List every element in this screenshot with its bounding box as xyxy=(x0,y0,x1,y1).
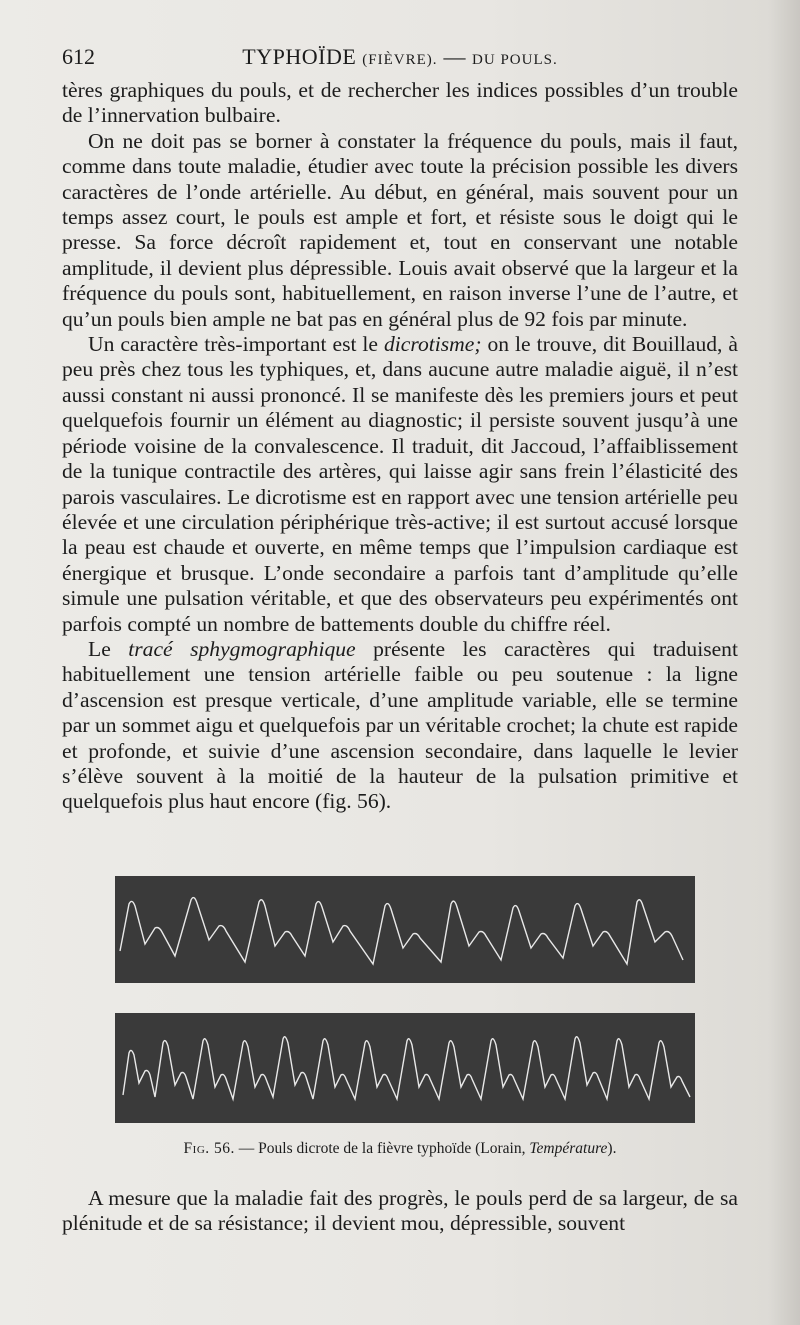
title-main: TYPHOÏDE xyxy=(242,44,357,69)
p3-before: Un caractère très-important est le xyxy=(88,332,384,357)
page-number: 612 xyxy=(62,44,95,69)
tracing-plate-1 xyxy=(115,876,695,983)
running-title xyxy=(62,44,738,70)
caption-text: Pouls dicrote de la fièvre typhoïde (Lorain, xyxy=(258,1140,530,1157)
paragraph-pulse-frequency: On ne doit pas se borner à constater la fréquence du pouls, mais il faut, comme dans toute maladie, étudier avec toute la précision possible les divers caractères de l’onde artérielle. Au début, en général, mais souvent pour un temps assez court, le pouls est ample et fort, et résiste sous le doigt qui le presse. Sa force décroît rapidement et, tout en conservant une notable amplitude, il devient plus dépressible. Louis avait observé que la largeur et la fréquence du pouls sont, habituellement, en raison inverse l’une de l’autre, et qu’un pouls bien ample ne bat pas en général plus de 92 fois par minute. xyxy=(62,128,738,331)
paragraph-continued: tères graphiques du pouls, et de rechercher les indices possibles d’un trouble de l’innervation bulbaire. xyxy=(62,78,738,128)
figure-caption xyxy=(62,1140,738,1158)
p4-emphasis: tracé sphygmographique xyxy=(128,636,356,661)
caption-emphasis: Température xyxy=(529,1140,608,1157)
body-text-continued xyxy=(62,1186,738,1237)
p3-after: on le trouve, dit Bouillaud, à peu près chez tous les typhiques, et, dans aucune autre maladie aiguë, il n’est aussi constant ni aussi prononcé. Il se manifeste dès les premiers jours et peut quelquefois fournir un élément au diagnostic; il persiste souvent jusqu’à une période voisine de la convalescence. Il traduit, dit Jaccoud, l’affaiblissement de la tunique contractile des artères, qui laisse agir sans frein l’élasticité des parois vasculaires. Le dicrotisme est en rapport avec une tension artérielle peu élevée et une circulation périphérique très-active; il est surtout accusé lorsque la peau est chaude et ouverte, en même temps que l’impulsion cardiaque est énergique et brusque. L’onde secondaire a parfois tant d’amplitude qu’elle simule une pulsation véritable, et que des observateurs peu expérimentés ont parfois compté un nombre de battements double du chiffre réel. xyxy=(62,332,738,636)
paragraph-progress: A mesure que la maladie fait des progrès, le pouls perd de sa largeur, de sa plénitude et de sa résistance; il devient mou, dépressible, souvent xyxy=(62,1186,738,1236)
body-text xyxy=(62,78,738,815)
paragraph-sphygmographic xyxy=(62,637,738,815)
pulse-tracing-2 xyxy=(115,1013,695,1123)
tracing-plate-2 xyxy=(115,1013,695,1123)
title-paren: (FIÈVRE). xyxy=(362,52,438,68)
pulse-tracing-2-svg xyxy=(115,1013,695,1123)
running-header xyxy=(62,44,738,74)
caption-end: ). xyxy=(607,1140,617,1157)
caption-label: Fig. 56. xyxy=(183,1140,235,1157)
pulse-tracing-1-svg xyxy=(115,876,695,983)
pulse-tracing-1 xyxy=(115,876,695,983)
title-section: DU POULS. xyxy=(472,52,558,68)
p4-after: présente les caractères qui traduisent habituellement une tension artérielle faible ou peu soutenue : la ligne d’ascension est presque verticale, d’une amplitude variable, elle se termine par un sommet aigu et quelquefois par un véritable crochet; la chute est rapide et profonde, et suivie d’une ascension secondaire, dans laquelle le levier s’élève souvent à la moitié de la hauteur de la pulsation primitive et quelquefois plus haut encore (fig. 56). xyxy=(62,636,738,814)
p3-emphasis: dicrotisme; xyxy=(383,332,482,357)
caption-dash: — xyxy=(234,1140,259,1157)
paragraph-dicrotisme xyxy=(62,332,738,637)
p4-before: Le xyxy=(88,636,129,661)
title-dash: — xyxy=(443,44,467,69)
